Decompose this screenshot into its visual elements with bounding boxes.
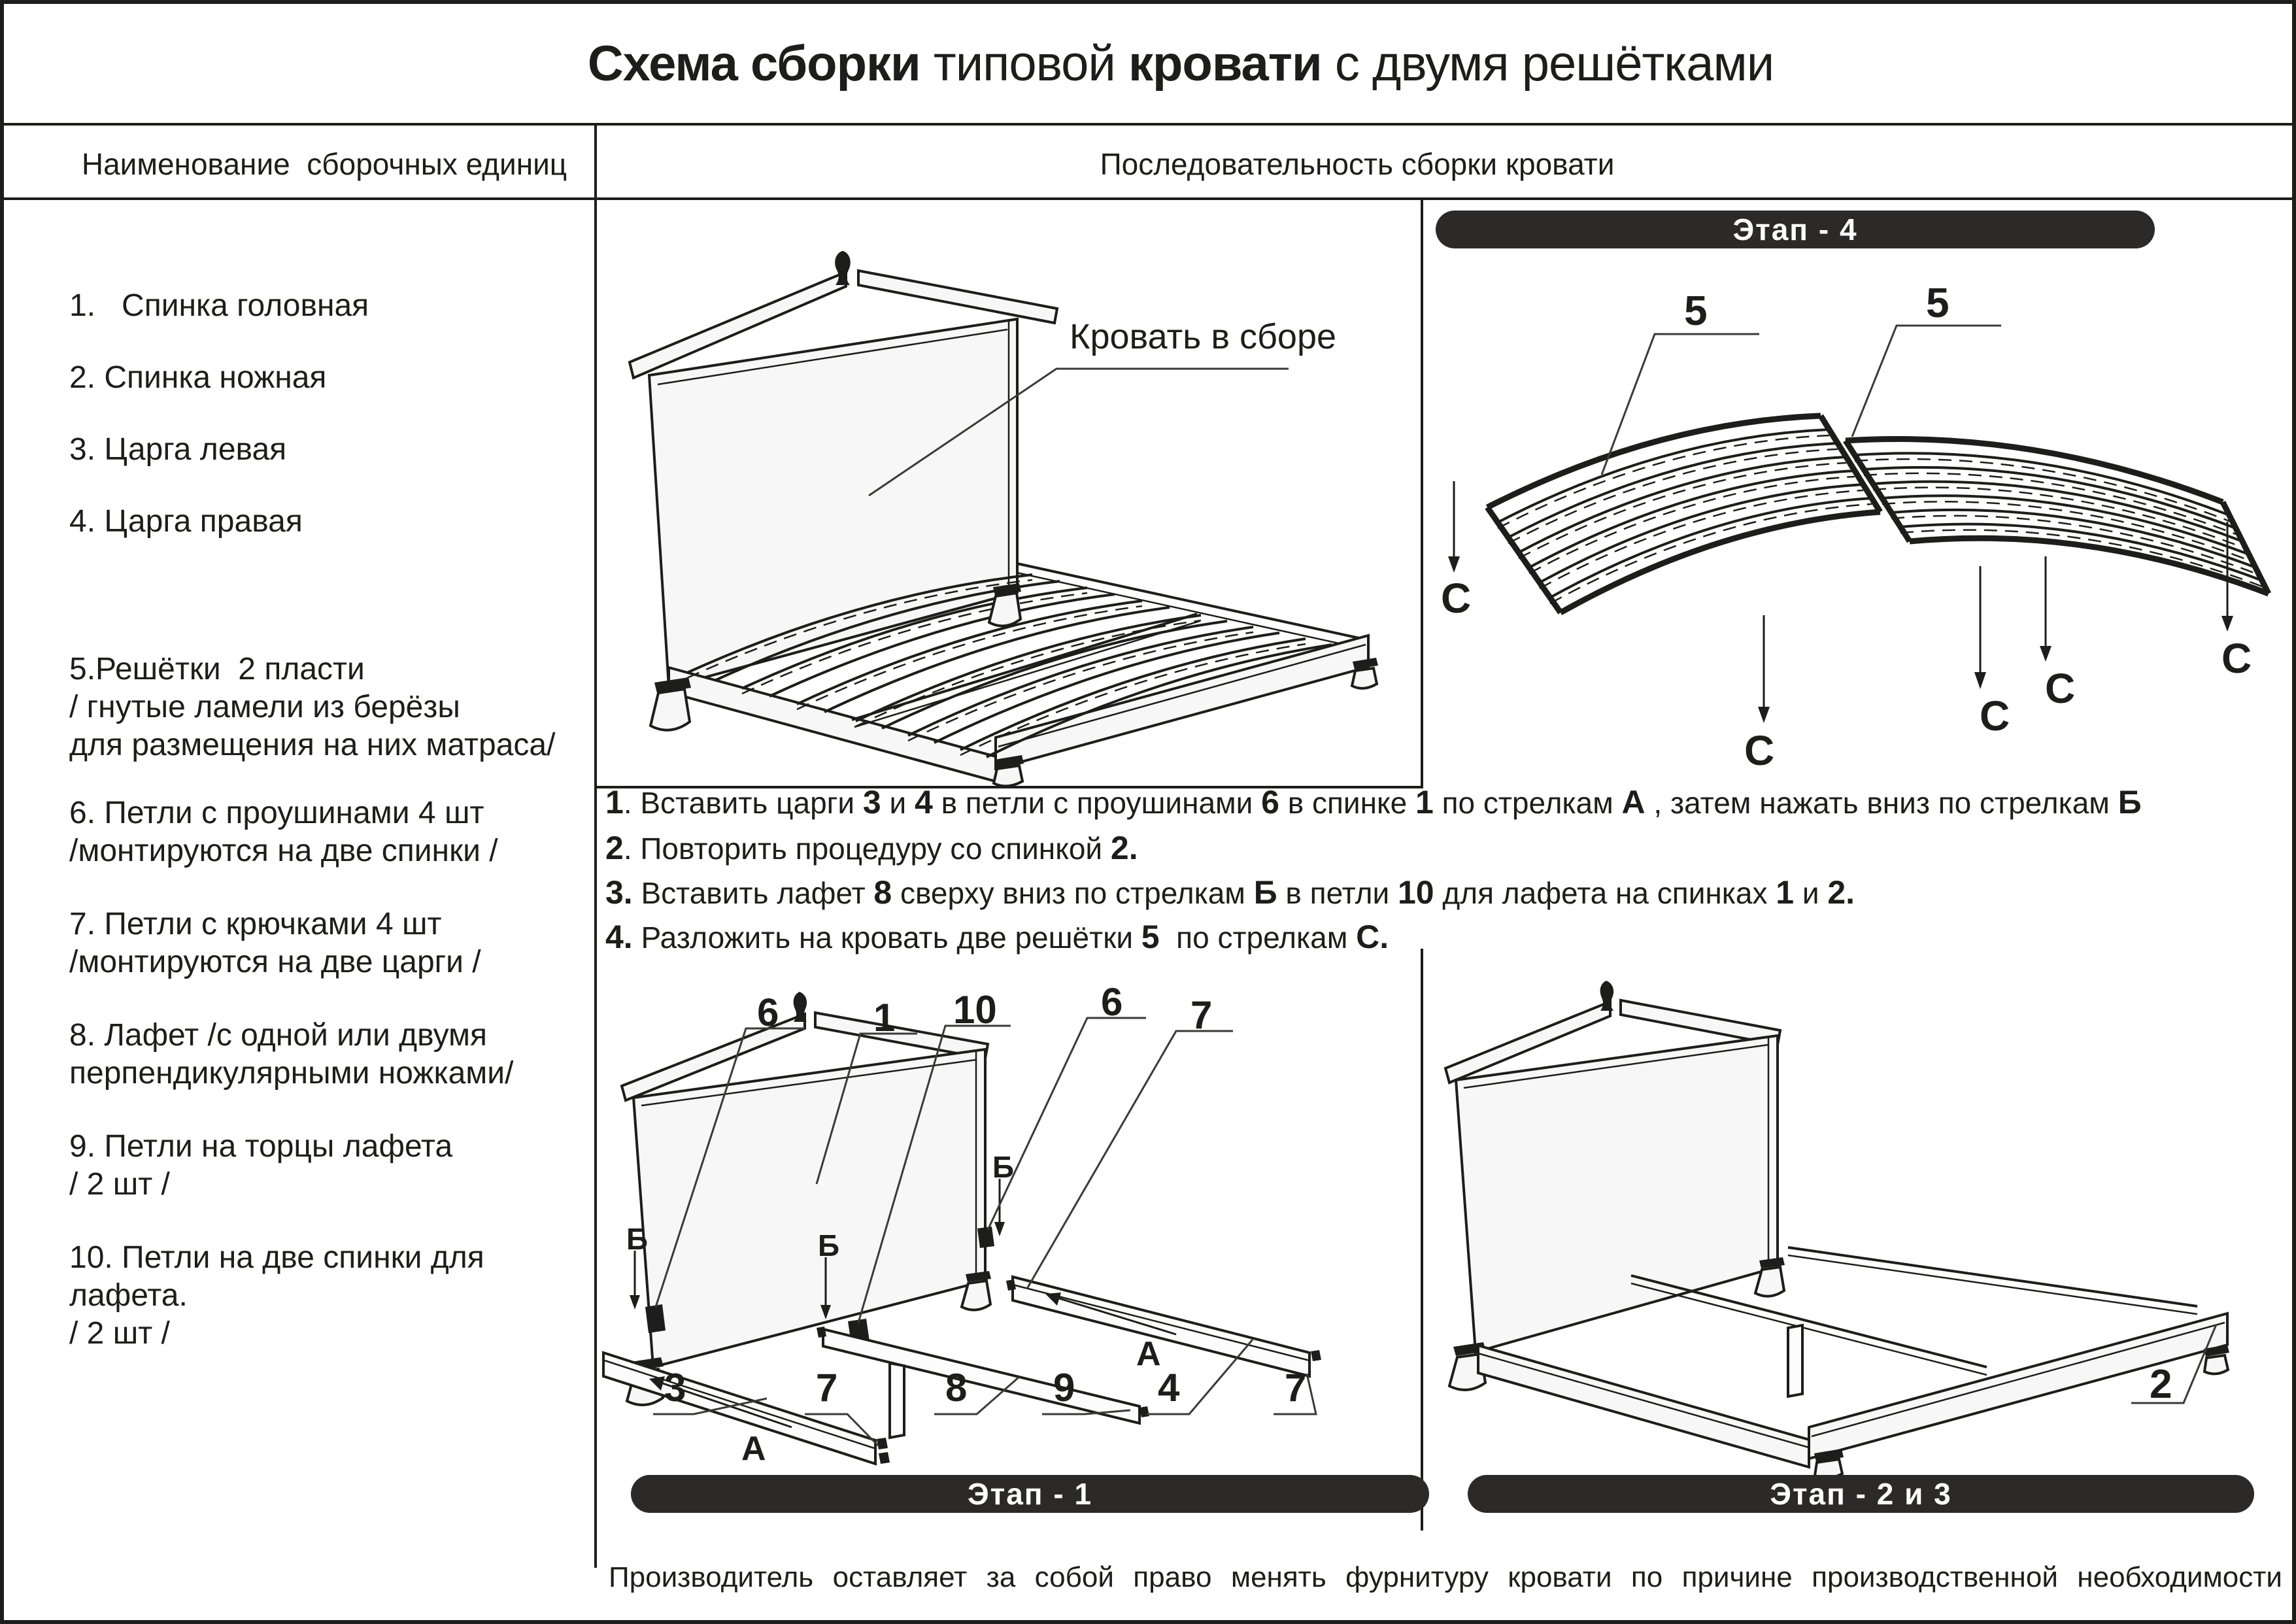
assembled-bed-label: Кровать в сборе xyxy=(1070,317,1337,356)
callout-part-6b: 6 xyxy=(1101,980,1123,1024)
callout-part-7a: 7 xyxy=(1190,993,1213,1037)
slat-grids-illustration xyxy=(1422,200,2291,787)
press-letter-b-1: Б xyxy=(626,1222,649,1256)
callout-part-8: 8 xyxy=(945,1366,968,1410)
assembled-bed-illustration xyxy=(596,200,1422,787)
callout-part-9: 9 xyxy=(1053,1366,1075,1410)
instruction-step-2: 2. Повторить процедуру со спинкой 2. xyxy=(605,830,1138,866)
part-item-2: 2. Спинка ножная xyxy=(69,360,327,395)
rule-under-title xyxy=(4,123,2292,126)
part-item-1: 1. Спинка головная xyxy=(69,288,369,323)
instruction-step-4: 4. Разложить на кровать две решётки 5 по стрелкам С. xyxy=(605,919,1389,955)
direction-letter-c-2: С xyxy=(1744,727,1775,774)
slat-callout-2: 5 xyxy=(1926,279,1950,326)
part-item-4: 4. Царга правая xyxy=(69,504,303,539)
stage1-pill: Этап - 1 xyxy=(631,1475,1429,1513)
callout-part-6a: 6 xyxy=(757,990,779,1034)
callout-part-3: 3 xyxy=(664,1366,686,1410)
direction-letter-c-5: С xyxy=(2221,635,2252,682)
callout-part-7c: 7 xyxy=(1285,1366,1307,1410)
page-title: Схема сборки типовой кровати с двумя решётками xyxy=(587,36,1774,92)
sequence-column-header: Последовательность сборки кровати xyxy=(1100,147,1615,181)
direction-letter-c-1: С xyxy=(1441,575,1472,622)
stage23-pill: Этап - 2 и 3 xyxy=(1468,1475,2254,1513)
callout-part-7b: 7 xyxy=(816,1366,838,1410)
instruction-step-1: 1. Вставить царги 3 и 4 в петли с проушинами 6 в спинке 1 по стрелкам А , затем нажать вниз по стрелкам Б xyxy=(605,784,2142,820)
slat-callout-1: 5 xyxy=(1684,287,1708,334)
part-item-5: 5.Решётки 2 пласти / гнутые ламели из берёзы для размещения на них матраса/ xyxy=(69,652,556,762)
manufacturer-note: Производитель оставляет за собой право менять фурнитуру кровати по причине производственной необходимости xyxy=(609,1561,2282,1593)
direction-letter-c-3: С xyxy=(1980,692,2010,739)
insert-letter-a-2: А xyxy=(1136,1335,1161,1373)
callout-part-10: 10 xyxy=(953,988,997,1032)
press-letter-b-2: Б xyxy=(818,1228,840,1262)
part-item-8: 8. Лафет /с одной или двумя перпендикулярными ножками/ xyxy=(69,1018,514,1091)
parts-column-header: Наименование сборочных единиц xyxy=(81,147,567,181)
direction-letter-c-4: С xyxy=(2045,665,2076,712)
part-item-9: 9. Петли на торцы лафета / 2 шт / xyxy=(69,1129,453,1202)
instruction-step-3: 3. Вставить лафет 8 сверху вниз по стрелкам Б в петли 10 для лафета на спинках 1 и 2. xyxy=(605,874,1855,911)
part-item-3: 3. Царга левая xyxy=(69,432,287,467)
part-item-6: 6. Петли с проушинами 4 шт /монтируются на две спинки / xyxy=(69,796,498,868)
callout-part-1: 1 xyxy=(873,996,896,1040)
insert-letter-a-1: А xyxy=(741,1430,766,1468)
callout-part-2: 2 xyxy=(2150,1362,2172,1407)
stage4-pill: Этап - 4 xyxy=(1436,211,2155,248)
callout-part-4: 4 xyxy=(1158,1366,1180,1410)
part-item-7: 7. Петли с крючками 4 шт /монтируются на две царги / xyxy=(69,907,481,979)
part-item-10: 10. Петли на две спинки для лафета. / 2 шт / xyxy=(69,1240,494,1351)
press-letter-b-3: Б xyxy=(992,1150,1015,1184)
